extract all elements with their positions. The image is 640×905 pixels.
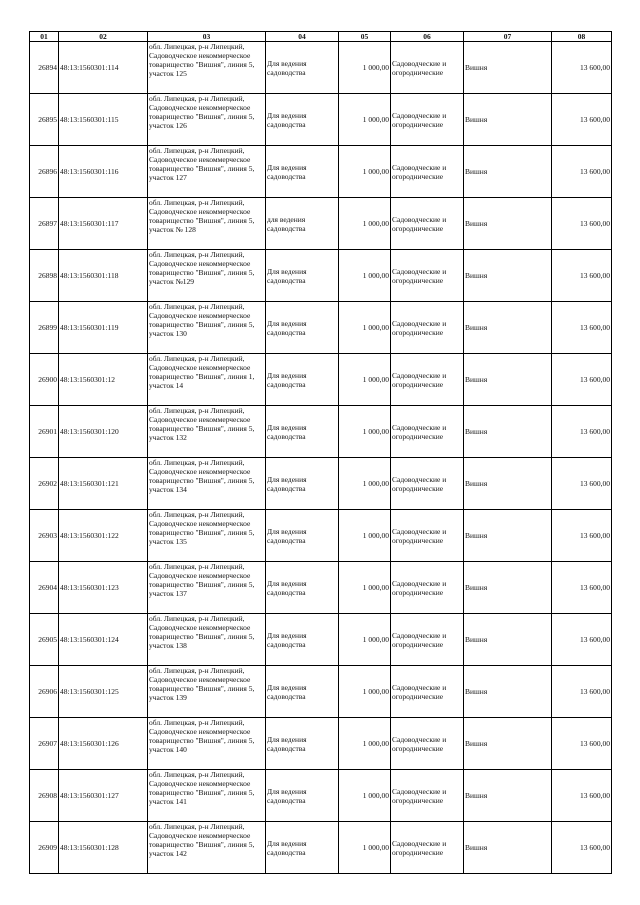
- cell-note: Вишня: [464, 770, 552, 822]
- cell-land-category: Садоводческие и огороднические: [391, 510, 464, 562]
- col-header-07: 07: [464, 32, 552, 42]
- address-text: обл. Липецкая, р-н Липецкий, Садоводческое некоммерческое товарищество "Вишня", линия 5, участок 141: [149, 770, 255, 806]
- cell-note: Вишня: [464, 42, 552, 94]
- cell-row-number: 26894: [30, 42, 59, 94]
- cell-area-value: 1 000,00: [339, 146, 391, 198]
- cell-land-category: Садоводческие и огороднические: [391, 94, 464, 146]
- cell-permitted-use: Для ведения садоводства: [266, 354, 339, 406]
- cell-address: [148, 770, 266, 822]
- cell-permitted-use: Для ведения садоводства: [266, 302, 339, 354]
- cell-address: [148, 666, 266, 718]
- cell-row-number: 26907: [30, 718, 59, 770]
- cell-address: [148, 562, 266, 614]
- cell-permitted-use: Для ведения садоводства: [266, 718, 339, 770]
- address-text: обл. Липецкая, р-н Липецкий, Садоводческое некоммерческое товарищество "Вишня", линия 5, участок 134: [149, 458, 255, 494]
- cell-note: Вишня: [464, 250, 552, 302]
- cell-row-number: 26895: [30, 94, 59, 146]
- cell-row-number: 26904: [30, 562, 59, 614]
- table-row: [30, 198, 612, 250]
- cell-permitted-use: Для ведения садоводства: [266, 770, 339, 822]
- cell-permitted-use: Для ведения садоводства: [266, 406, 339, 458]
- cell-cadastral-number: 48:13:1560301:121: [59, 458, 148, 510]
- cell-cadastral-number: 48:13:1560301:117: [59, 198, 148, 250]
- cell-permitted-use: Для ведения садоводства: [266, 94, 339, 146]
- cell-permitted-use: Для ведения садоводства: [266, 250, 339, 302]
- cell-cadastral-number: 48:13:1560301:126: [59, 718, 148, 770]
- col-header-08: 08: [552, 32, 612, 42]
- cell-cadastral-value: 13 600,00: [552, 562, 612, 614]
- address-text: обл. Липецкая, р-н Липецкий, Садоводческое некоммерческое товарищество "Вишня", линия 5, участок 132: [149, 406, 255, 442]
- cell-area-value: 1 000,00: [339, 614, 391, 666]
- cell-row-number: 26908: [30, 770, 59, 822]
- col-header-01: 01: [30, 32, 59, 42]
- table-row: [30, 42, 612, 94]
- cell-address: [148, 458, 266, 510]
- cell-land-category: Садоводческие и огороднические: [391, 406, 464, 458]
- table-row: [30, 666, 612, 718]
- cell-cadastral-value: 13 600,00: [552, 302, 612, 354]
- cell-note: Вишня: [464, 302, 552, 354]
- cell-cadastral-value: 13 600,00: [552, 822, 612, 874]
- cell-land-category: Садоводческие и огороднические: [391, 718, 464, 770]
- cell-land-category: Садоводческие и огороднические: [391, 146, 464, 198]
- table-row: [30, 354, 612, 406]
- table-row: [30, 406, 612, 458]
- col-header-05: 05: [339, 32, 391, 42]
- cell-permitted-use: Для ведения садоводства: [266, 822, 339, 874]
- cell-permitted-use: Для ведения садоводства: [266, 146, 339, 198]
- cell-area-value: 1 000,00: [339, 458, 391, 510]
- col-header-06: 06: [391, 32, 464, 42]
- cell-area-value: 1 000,00: [339, 510, 391, 562]
- cell-cadastral-number: 48:13:1560301:120: [59, 406, 148, 458]
- cell-address: [148, 406, 266, 458]
- cell-address: [148, 614, 266, 666]
- cell-row-number: 26897: [30, 198, 59, 250]
- cell-area-value: 1 000,00: [339, 94, 391, 146]
- cell-address: [148, 302, 266, 354]
- cell-cadastral-number: 48:13:1560301:116: [59, 146, 148, 198]
- cell-cadastral-number: 48:13:1560301:125: [59, 666, 148, 718]
- cell-address: [148, 250, 266, 302]
- cell-land-category: Садоводческие и огороднические: [391, 302, 464, 354]
- cell-area-value: 1 000,00: [339, 822, 391, 874]
- address-text: обл. Липецкая, р-н Липецкий, Садоводческое некоммерческое товарищество "Вишня", линия 5, участок 138: [149, 614, 255, 650]
- cell-cadastral-number: 48:13:1560301:114: [59, 42, 148, 94]
- cell-area-value: 1 000,00: [339, 718, 391, 770]
- cell-cadastral-number: 48:13:1560301:118: [59, 250, 148, 302]
- table-row: [30, 770, 612, 822]
- cell-cadastral-value: 13 600,00: [552, 666, 612, 718]
- cell-area-value: 1 000,00: [339, 302, 391, 354]
- col-header-04: 04: [266, 32, 339, 42]
- land-registry-table: [29, 31, 612, 874]
- cell-note: Вишня: [464, 406, 552, 458]
- cell-row-number: 26903: [30, 510, 59, 562]
- address-text: обл. Липецкая, р-н Липецкий, Садоводческое некоммерческое товарищество "Вишня", линия 5, участок 130: [149, 302, 255, 338]
- cell-cadastral-value: 13 600,00: [552, 770, 612, 822]
- cell-land-category: Садоводческие и огороднические: [391, 562, 464, 614]
- address-text: обл. Липецкая, р-н Липецкий, Садоводческое некоммерческое товарищество "Вишня", линия 5, участок №129: [149, 250, 255, 286]
- cell-permitted-use: Для ведения садоводства: [266, 42, 339, 94]
- cell-land-category: Садоводческие и огороднические: [391, 822, 464, 874]
- cell-land-category: Садоводческие и огороднические: [391, 250, 464, 302]
- cell-cadastral-number: 48:13:1560301:122: [59, 510, 148, 562]
- cell-note: Вишня: [464, 198, 552, 250]
- cell-area-value: 1 000,00: [339, 770, 391, 822]
- cell-cadastral-value: 13 600,00: [552, 146, 612, 198]
- cell-row-number: 26899: [30, 302, 59, 354]
- cell-address: [148, 42, 266, 94]
- cell-land-category: Садоводческие и огороднические: [391, 458, 464, 510]
- cell-area-value: 1 000,00: [339, 562, 391, 614]
- cell-address: [148, 198, 266, 250]
- col-header-02: 02: [59, 32, 148, 42]
- cell-row-number: 26909: [30, 822, 59, 874]
- cell-row-number: 26900: [30, 354, 59, 406]
- table-row: [30, 146, 612, 198]
- table-row: [30, 562, 612, 614]
- table-row: [30, 94, 612, 146]
- cell-cadastral-number: 48:13:1560301:115: [59, 94, 148, 146]
- cell-note: Вишня: [464, 146, 552, 198]
- table-row: [30, 458, 612, 510]
- cell-row-number: 26898: [30, 250, 59, 302]
- cell-cadastral-value: 13 600,00: [552, 198, 612, 250]
- address-text: обл. Липецкая, р-н Липецкий, Садоводческое некоммерческое товарищество "Вишня", линия 5, участок 125: [149, 42, 255, 78]
- cell-land-category: Садоводческие и огороднические: [391, 198, 464, 250]
- cell-address: [148, 146, 266, 198]
- cell-cadastral-value: 13 600,00: [552, 510, 612, 562]
- cell-area-value: 1 000,00: [339, 198, 391, 250]
- cell-note: Вишня: [464, 614, 552, 666]
- cell-cadastral-number: 48:13:1560301:127: [59, 770, 148, 822]
- cell-cadastral-value: 13 600,00: [552, 42, 612, 94]
- cell-address: [148, 822, 266, 874]
- table-row: [30, 822, 612, 874]
- cell-row-number: 26905: [30, 614, 59, 666]
- address-text: обл. Липецкая, р-н Липецкий, Садоводческое некоммерческое товарищество "Вишня", линия 5, участок 127: [149, 146, 255, 182]
- cell-area-value: 1 000,00: [339, 406, 391, 458]
- header-row: [30, 32, 612, 42]
- cell-permitted-use: Для ведения садоводства: [266, 458, 339, 510]
- cell-cadastral-number: 48:13:1560301:12: [59, 354, 148, 406]
- table-row: [30, 250, 612, 302]
- cell-note: Вишня: [464, 666, 552, 718]
- cell-permitted-use: для ведения садоводства: [266, 198, 339, 250]
- cell-permitted-use: Для ведения садоводства: [266, 666, 339, 718]
- cell-cadastral-value: 13 600,00: [552, 94, 612, 146]
- cell-row-number: 26901: [30, 406, 59, 458]
- cell-cadastral-value: 13 600,00: [552, 406, 612, 458]
- address-text: обл. Липецкая, р-н Липецкий, Садоводческое некоммерческое товарищество "Вишня", линия 5, участок 140: [149, 718, 255, 754]
- cell-address: [148, 94, 266, 146]
- cell-cadastral-number: 48:13:1560301:124: [59, 614, 148, 666]
- cell-note: Вишня: [464, 562, 552, 614]
- address-text: обл. Липецкая, р-н Липецкий, Садоводческое некоммерческое товарищество "Вишня", линия 5, участок 135: [149, 510, 255, 546]
- table-row: [30, 614, 612, 666]
- cell-area-value: 1 000,00: [339, 250, 391, 302]
- cell-note: Вишня: [464, 458, 552, 510]
- cell-land-category: Садоводческие и огороднические: [391, 770, 464, 822]
- address-text: обл. Липецкая, р-н Липецкий, Садоводческое некоммерческое товарищество "Вишня", линия 5, участок 126: [149, 94, 255, 130]
- cell-address: [148, 354, 266, 406]
- cell-permitted-use: Для ведения садоводства: [266, 614, 339, 666]
- table-row: [30, 302, 612, 354]
- cell-area-value: 1 000,00: [339, 42, 391, 94]
- address-text: обл. Липецкая, р-н Липецкий, Садоводческое некоммерческое товарищество "Вишня", линия 5, участок № 128: [149, 198, 255, 234]
- cell-cadastral-number: 48:13:1560301:119: [59, 302, 148, 354]
- cell-area-value: 1 000,00: [339, 354, 391, 406]
- cell-land-category: Садоводческие и огороднические: [391, 354, 464, 406]
- cell-land-category: Садоводческие и огороднические: [391, 614, 464, 666]
- address-text: обл. Липецкая, р-н Липецкий, Садоводческое некоммерческое товарищество "Вишня", линия 5, участок 142: [149, 822, 255, 858]
- address-text: обл. Липецкая, р-н Липецкий, Садоводческое некоммерческое товарищество "Вишня", линия 5, участок 137: [149, 562, 255, 598]
- address-text: обл. Липецкая, р-н Липецкий, Садоводческое некоммерческое товарищество "Вишня", линия 5, участок 139: [149, 666, 255, 702]
- cell-note: Вишня: [464, 510, 552, 562]
- address-text: обл. Липецкая, р-н Липецкий, Садоводческое некоммерческое товарищество "Вишня", линия 1, участок 14: [149, 354, 255, 390]
- table-row: [30, 718, 612, 770]
- cell-area-value: 1 000,00: [339, 666, 391, 718]
- cell-permitted-use: Для ведения садоводства: [266, 562, 339, 614]
- cell-note: Вишня: [464, 354, 552, 406]
- cell-permitted-use: Для ведения садоводства: [266, 510, 339, 562]
- cell-cadastral-number: 48:13:1560301:123: [59, 562, 148, 614]
- cell-land-category: Садоводческие и огороднические: [391, 42, 464, 94]
- cell-cadastral-value: 13 600,00: [552, 250, 612, 302]
- cell-row-number: 26902: [30, 458, 59, 510]
- table-row: [30, 510, 612, 562]
- cell-address: [148, 718, 266, 770]
- cell-cadastral-value: 13 600,00: [552, 614, 612, 666]
- col-header-03: 03: [148, 32, 266, 42]
- cell-cadastral-number: 48:13:1560301:128: [59, 822, 148, 874]
- cell-row-number: 26896: [30, 146, 59, 198]
- cell-row-number: 26906: [30, 666, 59, 718]
- cell-cadastral-value: 13 600,00: [552, 718, 612, 770]
- cell-note: Вишня: [464, 718, 552, 770]
- cell-land-category: Садоводческие и огороднические: [391, 666, 464, 718]
- cell-address: [148, 510, 266, 562]
- cell-note: Вишня: [464, 822, 552, 874]
- cell-cadastral-value: 13 600,00: [552, 354, 612, 406]
- cell-note: Вишня: [464, 94, 552, 146]
- cell-cadastral-value: 13 600,00: [552, 458, 612, 510]
